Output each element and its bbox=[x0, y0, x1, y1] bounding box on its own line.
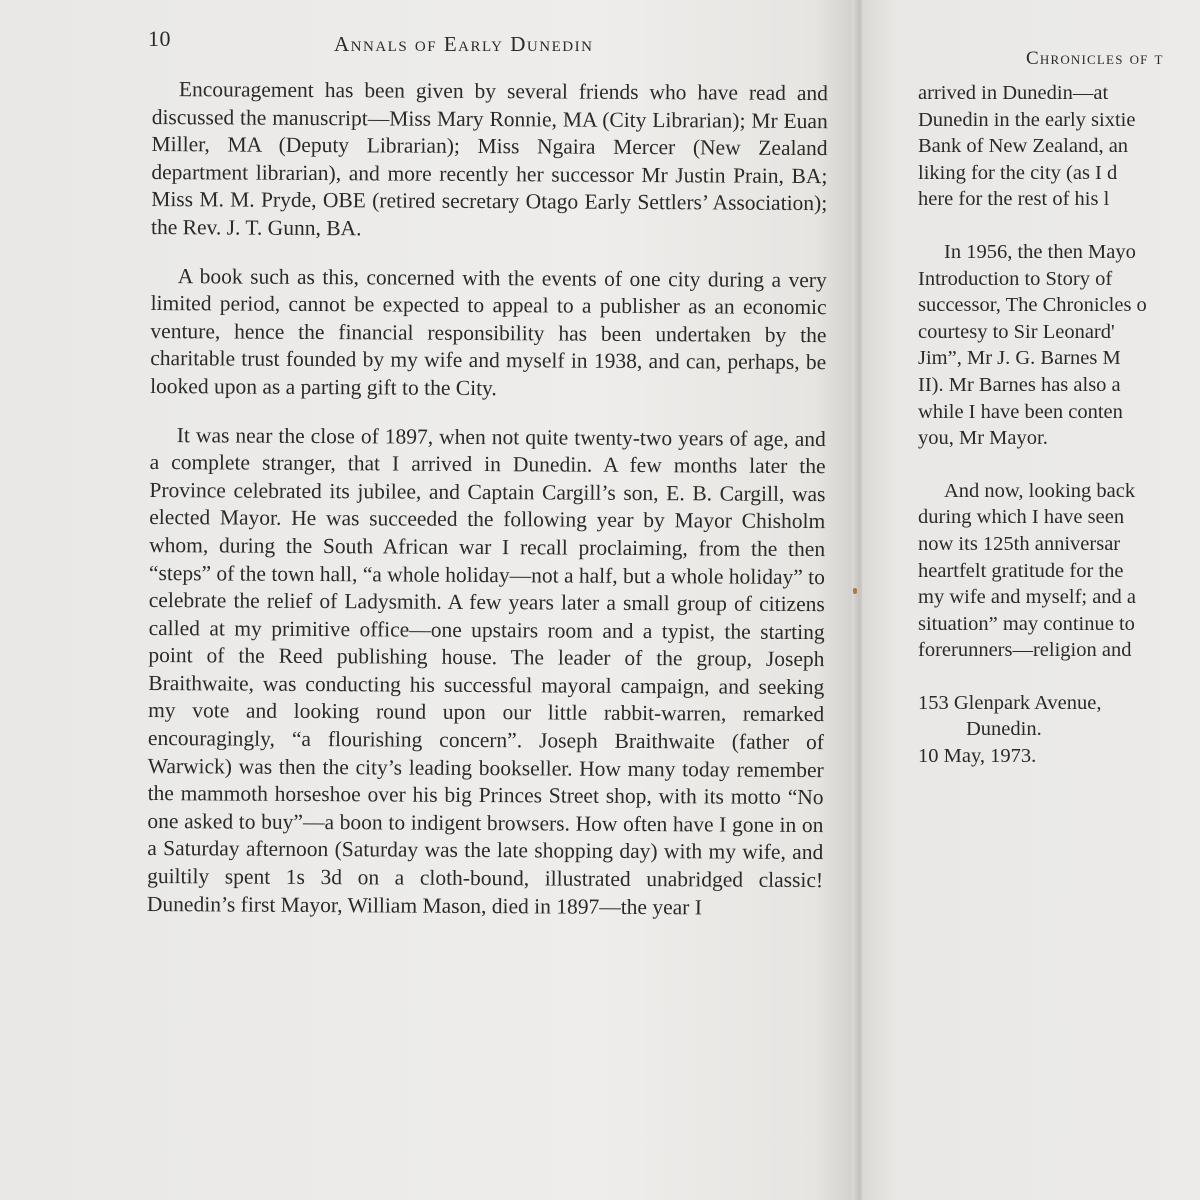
text-line: In 1956, the then Mayo bbox=[944, 240, 1136, 263]
text-line: now its 125th anniversar bbox=[918, 532, 1121, 555]
signature-city: Dunedin. bbox=[966, 718, 1042, 741]
signature-date: 10 May, 1973. bbox=[918, 745, 1037, 768]
text-line: Introduction to Story of bbox=[918, 267, 1113, 290]
signature-address: 153 Glenpark Avenue, bbox=[918, 691, 1102, 714]
paragraph-acknowledgements: Encouragement has been given by several friends who have read and discussed the manuscript—Miss Mary Ronnie, MA (City Librarian); Mr Euan Miller, MA (Deputy Librarian); Miss Ngaira Mercer (New Zealand department librarian), and more recently her successor Mr Justin Prain, BA; Miss M. M. Pryde, OBE (retired secretary Otago Early Settlers’ Association); the Rev. J. T. Gunn, BA. bbox=[151, 77, 828, 241]
paragraph-gap bbox=[918, 213, 1200, 239]
text-line: you, Mr Mayor. bbox=[918, 427, 1048, 450]
paragraph-arrival: It was near the close of 1897, when not quite twenty-two years of age, and a complete stranger, that I arrived in Dunedin. A few months later the Province celebrated its jubilee, and Captain Cargill’s son, E. B. Cargill, was elected Mayor. He was succeeded the following year by Mayor Chisholm whom, during the South African war I recall proclaiming, from the then “steps” of the town hall, “a whole holiday—not a half, but a whole holiday” to celebrate the relief of Ladysmith. A few years later a small group of citizens called at my primitive office—one upstairs room and a typist, the starting point of the Reed publishing house. The leader of the group, Joseph Braithwaite, was conducting his successful mayoral campaign, and seeking my vote and looking round upon our little rabbit-warren, remarked encouragingly, “a flourishing concern”. Joseph Braithwaite (father of Warwick) was then the city’s leading bookseller. How many today remember the mammoth horseshoe over his big Princes Street shop, with its motto “No one asked to buy”—a boon to indigent browsers. How often have I gone in on a Saturday afternoon (Saturday was the late shopping day) with my wife, and guiltily spent 1s 3d on a cloth-bound, illustrated unabridged classic! Dunedin’s first Mayor, William Mason, died in 1897—the year I bbox=[146, 422, 826, 919]
paragraph-gap bbox=[918, 452, 1200, 478]
left-text-column bbox=[147, 76, 828, 943]
right-page bbox=[862, 0, 1200, 1200]
text-line: while I have been conten bbox=[918, 400, 1123, 423]
text-line: my wife and myself; and a bbox=[918, 586, 1137, 609]
text-line: liking for the city (as I d bbox=[918, 161, 1118, 184]
text-line: And now, looking back bbox=[944, 479, 1136, 502]
text-line: during which I have seen bbox=[918, 506, 1125, 529]
paragraph-gap bbox=[918, 664, 1200, 690]
running-head-right: Chronicles of t bbox=[1026, 48, 1164, 69]
text-line: situation” may continue to bbox=[918, 612, 1135, 635]
text-line: Dunedin in the early sixtie bbox=[918, 108, 1136, 131]
running-head: Annals of Early Dunedin bbox=[334, 32, 594, 56]
text-line: II). Mr Barnes has also a bbox=[918, 373, 1121, 396]
text-line: courtesy to Sir Leonard' bbox=[918, 320, 1115, 343]
text-line: here for the rest of his l bbox=[918, 188, 1110, 211]
text-line: Jim”, Mr J. G. Barnes M bbox=[918, 347, 1121, 370]
text-line: Bank of New Zealand, an bbox=[918, 135, 1129, 158]
page-number: 10 bbox=[148, 26, 171, 51]
text-line: forerunners—religion and bbox=[918, 639, 1132, 662]
text-line: successor, The Chronicles o bbox=[918, 294, 1147, 317]
right-text-column bbox=[918, 80, 1200, 770]
text-line: heartfelt gratitude for the bbox=[918, 559, 1124, 582]
text-line: arrived in Dunedin—at bbox=[918, 82, 1109, 104]
paragraph-funding: A book such as this, concerned with the events of one city during a very limited period, cannot be expected to appeal to a publisher as an economic venture, hence the financial responsibility has been undertaken by the charitable trust founded by my wife and myself in 1938, and can, perhaps, be looked upon as a parting gift to the City. bbox=[150, 263, 827, 401]
paper-speck bbox=[853, 588, 857, 594]
